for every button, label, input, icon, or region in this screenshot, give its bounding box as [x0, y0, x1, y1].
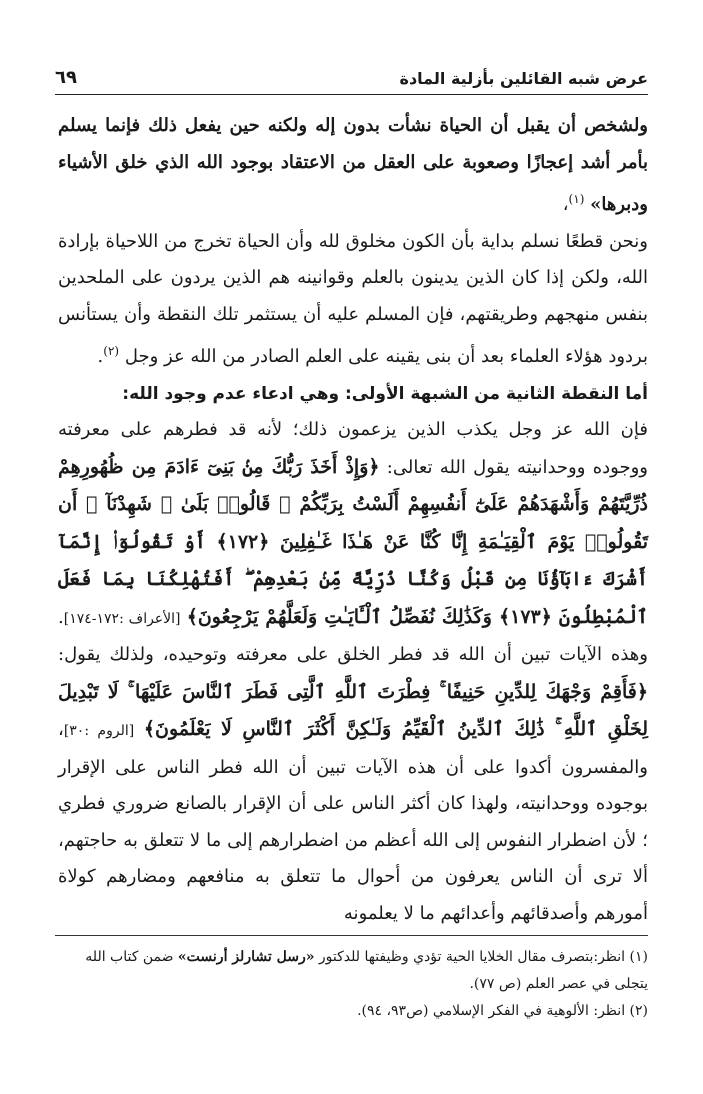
paragraph-2: [58, 224, 648, 376]
page-number: ٦٩: [55, 67, 77, 88]
footnote-2: (٢) انظر: الألوهية في الفكر الإسلامي (ص٩٣، ٩٤).: [357, 1003, 648, 1019]
main-text: [58, 108, 648, 932]
page-header: [55, 48, 648, 95]
paragraph-2-text: ونحن قطعًا نسلم بداية بأن الكون مخلوق لله وأن الحياة تخرج من اللاحياة بإرادة الله، ولكن إذا كان الذين يدينون بالعلم وقوانينه هم الذين يردون على الملحدين بنفس منهجهم وطريقتهم، فإن المسلم عليه أن يستثمر تلك النقطة وأن يستأنس بردود هؤلاء العلماء بعد أن بنى يقينه على العلم الصادر من الله عز وجل: [58, 230, 648, 367]
paragraph-3: [58, 412, 648, 932]
paragraph-5-text: ، والمفسرون أكدوا على أن هذه الآيات تبين أن الله فطر الناس على الإقرار بوجوده ووحدانيته، ولهذا كان أكثر الناس على أن الإقرار بالصانع ضروري فطري ؛ لأن اضطرار النفوس إلى الله أعظم من اضطرارهم إلى ما لا تتعلق به حاجتهم، ألا ترى أن الناس يعرفون من أحوال ما تتعلق به منافعهم ومضارهم كولاة أمورهم وأصدقائهم وأعدائهم ما لا يعلمونه: [58, 719, 648, 924]
verse-reference-1: [الأعراف :١٧٢-١٧٤]: [63, 610, 181, 627]
footnotes: [55, 935, 648, 1025]
paragraph-4-text: . وهذه الآيات تبين أن الله قد فطر الخلق على معرفته وتوحيده، ولذلك يقول:: [58, 606, 648, 665]
running-title: عرض شبه القائلين بأزلية المادة: [399, 69, 648, 88]
verse-reference-2: [الروم :٣٠]: [63, 723, 135, 739]
footnote-marker-2: (٢): [103, 344, 120, 358]
paragraph-3-text: فإن الله عز وجل يكذب الذين يزعمون ذلك؛ لأنه قد فطرهم على معرفته ووجوده ووحدانيته يقول الله تعالى:: [58, 419, 648, 478]
quran-verse-1: ﴿وَإِذْ أَخَذَ رَبُّكَ مِنۢ بَنِىٓ ءَادَمَ مِن ظُهُورِهِمْ ذُرِّيَّتَهُمْ وَأَشْهَدَهُمْ عَلَىٰٓ أَنفُسِهِمْ أَلَسْتُ بِرَبِّكُمْ ۖ قَالُوا۟ بَلَىٰ ۛ شَهِدْنَآ ۛ أَن تَقُولُوا۟ يَوْمَ ٱلْقِيَـٰمَةِ إِنَّا كُنَّا عَنْ هَـٰذَا غَـٰفِلِينَ ﴿١٧٢﴾ أَوْ تَقُولُوٓا۟ إِنَّمَآ أَشْرَكَ ءَابَآؤُنَا مِن قَبْلُ وَكُنَّا ذُرِّيَّةً مِّنۢ بَعْدِهِمْ ۖ أَفَتُهْلِكُنَا بِمَا فَعَلَ ٱلْمُبْطِلُونَ ﴿١٧٣﴾ وَكَذَٰلِكَ نُفَصِّلُ ٱلْـَٔايَـٰتِ وَلَعَلَّهُمْ يَرْجِعُونَ﴾: [58, 455, 648, 628]
punctuation: .: [97, 346, 104, 367]
section-subheading: أما النقطة الثانية من الشبهة الأولى: وهي ادعاء عدم وجود الله:: [122, 383, 648, 404]
footnote-1-text: (١) انظر:بتصرف مقال الخلايا الحية تؤدي وظيفتها للدكتور: [318, 949, 648, 965]
footnote-1-author: «رسل تشارلز أرنست»: [177, 949, 315, 965]
footnote-1: [55, 944, 648, 998]
quran-verse-2: ﴿فَأَقِمْ وَجْهَكَ لِلدِّينِ حَنِيفًا ۚ فِطْرَتَ ٱللَّهِ ٱلَّتِى فَطَرَ ٱلنَّاسَ عَلَيْهَا ۚ لَا تَبْدِيلَ لِخَلْقِ ٱللَّهِ ۚ ذَٰلِكَ ٱلدِّينُ ٱلْقَيِّمُ وَلَـٰكِنَّ أَكْثَرَ ٱلنَّاسِ لَا يَعْلَمُونَ﴾: [58, 680, 649, 740]
quoted-passage: ولشخص أن يقبل أن الحياة نشأت بدون إله ولكنه حين يفعل ذلك فإنما يسلم بأمر أشد إعجازًا وصعوبة على العقل من الاعتقاد بوجود الله الذي خلق الأشياء ودبرها»: [58, 115, 648, 215]
paragraph-1: [58, 108, 648, 224]
footnote-1-source: ضمن كتاب الله يتجلى في عصر العلم (ص ٧٧).: [85, 949, 648, 992]
punctuation: ،: [562, 194, 569, 215]
footnote-marker-1: (١): [568, 192, 585, 206]
